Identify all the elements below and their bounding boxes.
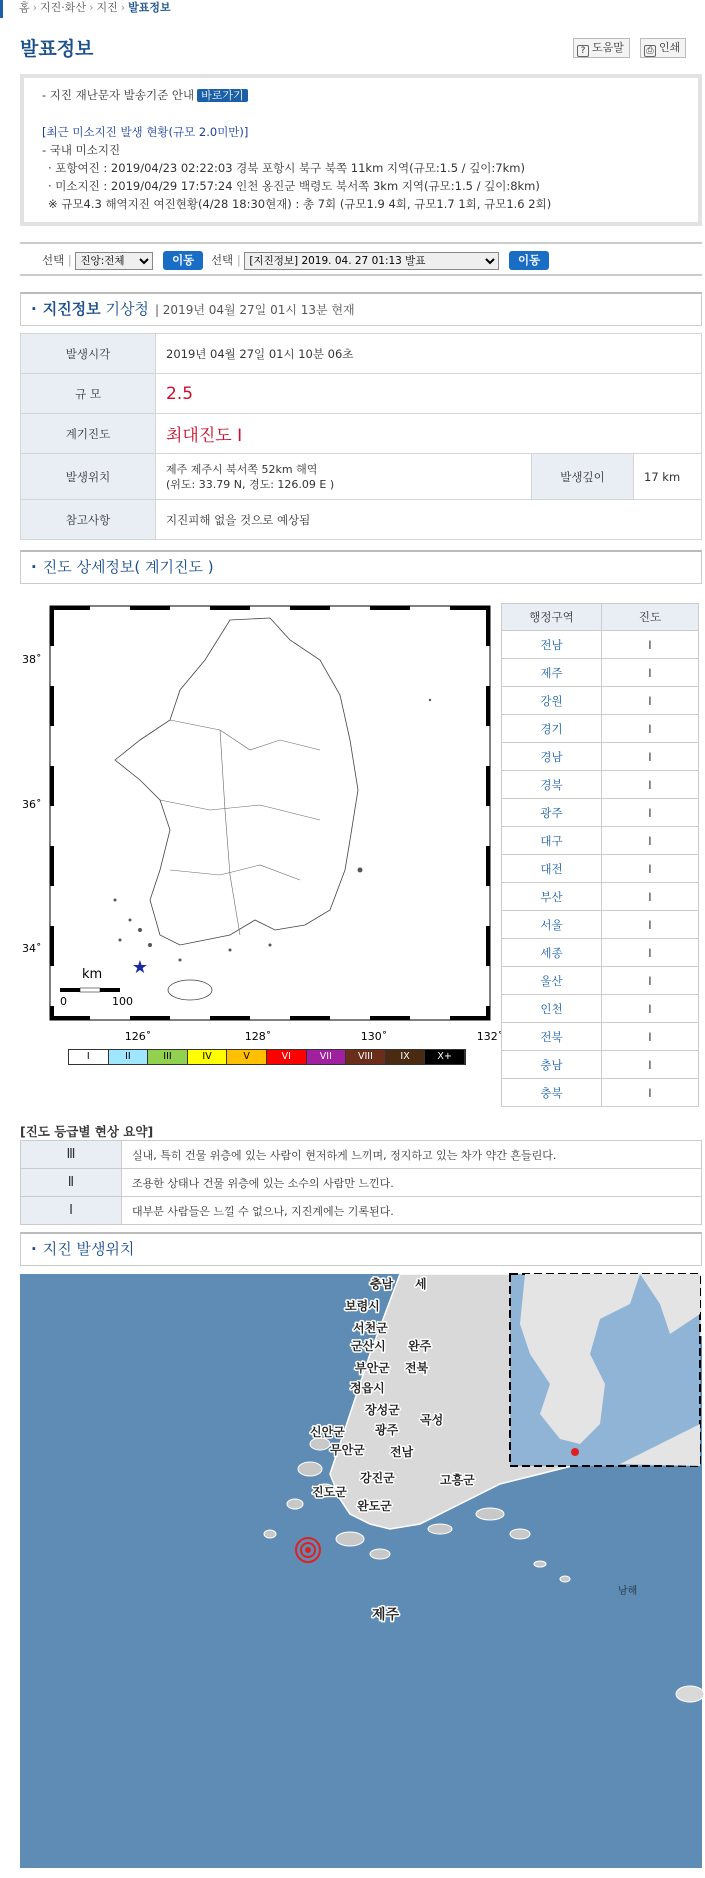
lon-label: 130˚ [360, 1030, 388, 1043]
table-row [502, 827, 699, 855]
scale-bar-segment [80, 988, 100, 992]
breadcrumb-item-1[interactable]: 지진·화산 [40, 1, 87, 14]
table-row [502, 659, 699, 687]
loc-value-2: (위도: 33.79 N, 경도: 126.09 E ) [166, 477, 335, 491]
region-name[interactable]: 충남 [502, 1051, 602, 1079]
region-level: Ⅰ [602, 1023, 699, 1051]
table-row [502, 743, 699, 771]
help-button[interactable] [573, 38, 630, 58]
lon-label: 132˚ [476, 1030, 504, 1043]
depth-label: 발생깊이 [532, 454, 634, 500]
print-button[interactable] [640, 38, 686, 58]
loc-value-1: 제주 제주시 북서쪽 52km 해역 [166, 462, 318, 476]
region-level: Ⅰ [602, 911, 699, 939]
bullet-icon: · [31, 558, 37, 576]
place-label: 충남 [370, 1277, 394, 1291]
guide-link-button[interactable]: 바로가기 [197, 89, 248, 102]
place-label: 서천군 [353, 1321, 388, 1335]
table-row [21, 1141, 702, 1169]
intensity-scale [68, 1049, 466, 1065]
lon-label: 126˚ [124, 1030, 152, 1043]
bullet-icon: · [31, 300, 37, 318]
table-row [21, 334, 702, 374]
location-header [20, 1232, 702, 1266]
place-label: 군산시 [351, 1339, 386, 1353]
region-name[interactable]: 부산 [502, 883, 602, 911]
select-bar: 선택 | 진앙:전체 이동 선택 | [지진정보] 2019. 04. 27 01:13 발표 이동 [20, 242, 702, 276]
region-name[interactable]: 세종 [502, 939, 602, 967]
epicenter-select[interactable] [75, 252, 153, 270]
page-title: 발표정보 [20, 38, 94, 60]
place-label: 광주 [375, 1423, 399, 1437]
select-label-1: 선택 [42, 253, 65, 267]
notice-guide-text: - 지진 재난문자 발송기준 안내 [42, 88, 195, 102]
location-map-svg [20, 1274, 702, 1868]
notice-line-3: ※ 규모4.3 해역지진 여진현황(4/28 18:30현재) : 총 7회 (규모1.9 4회, 규모1.7 1회, 규모1.6 2회) [48, 197, 552, 211]
intensity-map [20, 600, 504, 1050]
intensity-class: I [69, 1050, 109, 1064]
region-level: Ⅰ [602, 659, 699, 687]
bullet-icon: · [31, 1240, 37, 1258]
place-label: 무안군 [330, 1443, 365, 1457]
table-row [502, 715, 699, 743]
region-name[interactable]: 서울 [502, 911, 602, 939]
table-row [21, 454, 702, 500]
location-map[interactable] [20, 1274, 702, 1868]
table-row [21, 500, 702, 540]
table-row [502, 967, 699, 995]
place-label: 장성군 [365, 1403, 400, 1417]
table-row [502, 855, 699, 883]
inset-epicenter-icon [571, 1448, 579, 1456]
scale-label: 0 [60, 995, 67, 1008]
epicenter-marker-icon [296, 1538, 320, 1562]
note-value: 지진피해 없을 것으로 예상됨 [156, 500, 702, 540]
place-label: 신안군 [310, 1425, 345, 1439]
place-label: 강진군 [360, 1471, 395, 1485]
region-header: 행정구역 [502, 604, 602, 631]
region-name[interactable]: 인천 [502, 995, 602, 1023]
notice-line-1: · 포항여진 : 2019/04/23 02:22:03 경북 포항시 북구 북쪽 11km 지역(규모:1.5 / 깊이:7km) [48, 161, 525, 175]
help-label: 도움말 [592, 41, 624, 54]
quake-info-header [20, 292, 702, 326]
quake-info-title: 지진정보 [42, 300, 101, 318]
summary-title: [진도 등급별 현상 요약] [20, 1124, 154, 1139]
print-label: 인쇄 [659, 41, 681, 54]
region-name[interactable]: 강원 [502, 687, 602, 715]
lon-label: 128˚ [244, 1030, 272, 1043]
table-row [502, 631, 699, 659]
map-frame [50, 606, 490, 1020]
table-row [502, 687, 699, 715]
region-intensity-table [501, 603, 699, 1107]
lat-label: 36˚ [22, 798, 42, 811]
place-label: 세 [415, 1277, 427, 1291]
inset-map [510, 1274, 700, 1466]
quake-info-source: 기상청 [105, 300, 149, 318]
breadcrumb-item-2[interactable]: 지진 [96, 1, 118, 14]
time-value: 2019년 04월 27일 01시 10분 06초 [156, 334, 702, 374]
region-level: Ⅰ [602, 631, 699, 659]
level-header: 진도 [602, 604, 699, 631]
intensity-class: III [148, 1050, 188, 1064]
table-row [21, 374, 702, 414]
intensity-class: II [109, 1050, 149, 1064]
table-row [21, 1197, 702, 1225]
intensity-class: VII [307, 1050, 347, 1064]
help-icon: ? [577, 45, 589, 57]
quake-info-table [20, 333, 702, 540]
region-name[interactable]: 대구 [502, 827, 602, 855]
location-title: 지진 발생위치 [42, 1240, 135, 1258]
chevron-right-icon: › [89, 1, 94, 14]
quake-info-time: | 2019년 04월 27일 01시 13분 현재 [154, 303, 355, 317]
detail-title: 진도 상세정보( 계기진도 ) [42, 558, 214, 576]
sea-label: 남해 [618, 1586, 638, 1597]
detail-header [20, 550, 702, 584]
place-label: 고흥군 [440, 1473, 475, 1487]
place-label: 진도군 [312, 1485, 347, 1499]
loc-label: 발생위치 [21, 454, 156, 500]
region-name[interactable]: 전북 [502, 1023, 602, 1051]
table-row [21, 414, 702, 454]
loc-value [156, 454, 532, 500]
print-icon: ⎙ [644, 45, 656, 57]
region-name[interactable]: 제주 [502, 659, 602, 687]
region-level: Ⅰ [602, 883, 699, 911]
breadcrumb-home[interactable]: 홈 [19, 1, 30, 14]
intensity-value: 최대진도 Ⅰ [156, 414, 702, 454]
table-header-row [502, 604, 699, 631]
lat-label: 38˚ [22, 653, 42, 666]
intensity-class: VI [267, 1050, 307, 1064]
chevron-right-icon: › [120, 1, 126, 14]
region-level: Ⅰ [602, 743, 699, 771]
region-name[interactable]: 울산 [502, 967, 602, 995]
region-level: Ⅰ [602, 995, 699, 1023]
note-label: 참고사항 [21, 500, 156, 540]
region-name[interactable]: 전남 [502, 631, 602, 659]
lat-label: 34˚ [22, 942, 42, 955]
table-row [502, 1079, 699, 1107]
region-level: Ⅰ [602, 939, 699, 967]
place-label: 부안군 [355, 1361, 390, 1375]
table-row [502, 995, 699, 1023]
intensity-class: IX [386, 1050, 426, 1064]
report-select[interactable] [244, 252, 499, 270]
summary-level: Ⅱ [21, 1169, 122, 1197]
chevron-right-icon: › [32, 1, 38, 14]
notice-box [20, 74, 702, 226]
tsushima-island [676, 1686, 704, 1702]
region-name[interactable]: 경북 [502, 771, 602, 799]
table-row [502, 911, 699, 939]
epicenter-star-icon: ★ [131, 957, 149, 978]
summary-table [20, 1140, 702, 1225]
region-level: Ⅰ [602, 855, 699, 883]
intensity-label: 계기진도 [21, 414, 156, 454]
region-name[interactable]: 광주 [502, 799, 602, 827]
scale-label: 100 [112, 995, 133, 1008]
time-label: 발생시각 [21, 334, 156, 374]
table-row [502, 799, 699, 827]
place-label: 제주 [372, 1607, 400, 1623]
region-level: Ⅰ [602, 967, 699, 995]
region-level: Ⅰ [602, 715, 699, 743]
intensity-class: VIII [346, 1050, 386, 1064]
region-name[interactable]: 경남 [502, 743, 602, 771]
place-label: 보령시 [345, 1299, 380, 1313]
region-level: Ⅰ [602, 799, 699, 827]
breadcrumb-current: 발표정보 [128, 1, 171, 14]
region-level: Ⅰ [602, 827, 699, 855]
mag-value: 2.5 [156, 374, 702, 414]
notice-domestic-title: - 국내 미소지진 [42, 143, 121, 157]
table-row [502, 1051, 699, 1079]
summary-level: Ⅰ [21, 1197, 122, 1225]
summary-text: 조용한 상태나 건물 위층에 있는 소수의 사람만 느낀다. [122, 1169, 702, 1197]
intensity-class: IV [188, 1050, 228, 1064]
notice-line-2: · 미소지진 : 2019/04/29 17:57:24 인천 옹진군 백령도 북서쪽 3km 지역(규모:1.5 / 깊이:8km) [48, 179, 540, 193]
table-row [502, 883, 699, 911]
place-label: 완도군 [357, 1499, 392, 1513]
region-level: Ⅰ [602, 687, 699, 715]
place-label: 전남 [390, 1445, 414, 1459]
region-name[interactable]: 충북 [502, 1079, 602, 1107]
breadcrumb [0, 0, 705, 18]
region-name[interactable]: 대전 [502, 855, 602, 883]
table-row [502, 1023, 699, 1051]
region-level: Ⅰ [602, 771, 699, 799]
depth-value: 17 km [634, 454, 702, 500]
summary-level: Ⅲ [21, 1141, 122, 1169]
place-label: 정읍시 [350, 1381, 385, 1395]
intensity-class: X+ [425, 1050, 465, 1064]
go-button-1[interactable]: 이동 [163, 251, 203, 270]
intensity-class: V [227, 1050, 267, 1064]
table-row [21, 1169, 702, 1197]
km-label: km [82, 967, 103, 982]
select-label-2: 선택 [210, 253, 234, 267]
table-row [502, 771, 699, 799]
mag-label: 규 모 [21, 374, 156, 414]
go-button-2[interactable]: 이동 [509, 251, 549, 270]
region-level: Ⅰ [602, 1079, 699, 1107]
region-level: Ⅰ [602, 1051, 699, 1079]
region-name[interactable]: 경기 [502, 715, 602, 743]
summary-text: 대부분 사람들은 느낄 수 없으나, 지진계에는 기록된다. [122, 1197, 702, 1225]
place-label: 완주 [408, 1339, 432, 1353]
place-label: 전북 [405, 1361, 429, 1375]
place-label: 곡성 [420, 1413, 444, 1427]
table-row [502, 939, 699, 967]
summary-text: 실내, 특히 건물 위층에 있는 사람이 현저하게 느끼며, 정지하고 있는 차가 약간 흔들린다. [122, 1141, 702, 1169]
notice-recent-title: [최근 미소지진 발생 현황(규모 2.0미만)] [42, 125, 249, 139]
